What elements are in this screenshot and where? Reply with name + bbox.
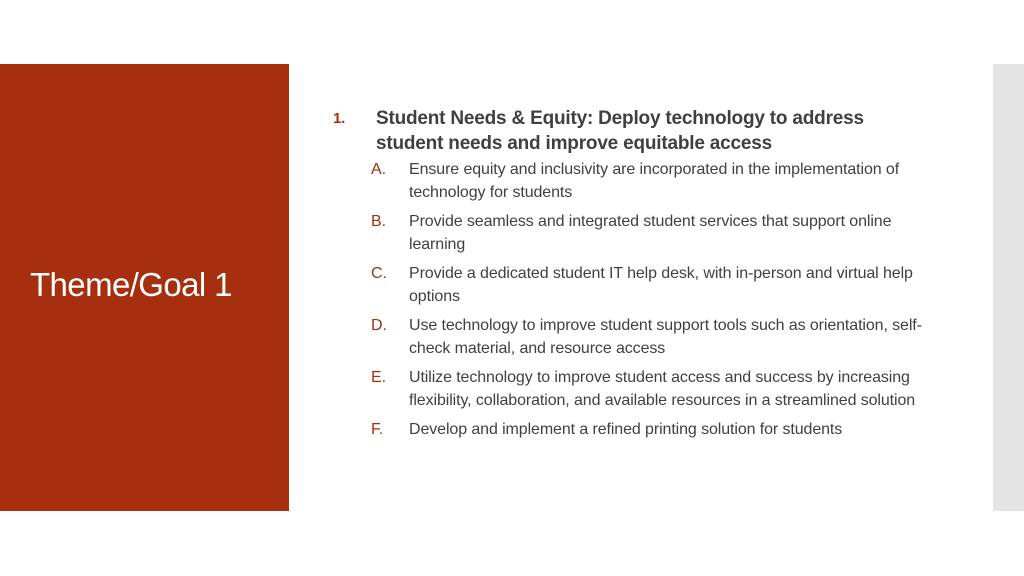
goal-number: 1. <box>333 110 346 127</box>
right-edge-strip <box>993 64 1024 511</box>
list-item <box>333 418 923 441</box>
content-area <box>333 106 923 447</box>
list-item-letter: E. <box>371 369 386 386</box>
list-item-letter: C. <box>371 265 387 282</box>
list-item-text: Provide seamless and integrated student services that support online learning <box>409 213 892 253</box>
list-item <box>333 210 923 256</box>
list-item <box>333 366 923 412</box>
goal-item-list <box>333 158 923 441</box>
list-item-text: Develop and implement a refined printing solution for students <box>409 421 843 438</box>
list-item-text: Utilize technology to improve student access and success by increasing flexibility, collaboration, and available resources in a streamlined solution <box>409 369 916 409</box>
list-item-letter: A. <box>371 161 386 178</box>
slide-title: Theme/Goal 1 <box>30 266 232 303</box>
list-item-text: Ensure equity and inclusivity are incorporated in the implementation of technology for students <box>409 161 900 201</box>
list-item-letter: D. <box>371 317 387 334</box>
list-item-text: Use technology to improve student support tools such as orientation, self-check material, and resource access <box>409 317 922 357</box>
list-item-text: Provide a dedicated student IT help desk, with in-person and virtual help options <box>409 265 913 305</box>
goal-heading <box>333 106 923 156</box>
list-item-letter: F. <box>371 421 384 438</box>
list-item-letter: B. <box>371 213 386 230</box>
list-item <box>333 158 923 204</box>
goal-heading-text: Student Needs & Equity: Deploy technology to address student needs and improve equitable access <box>376 108 864 154</box>
list-item <box>333 262 923 308</box>
list-item <box>333 314 923 360</box>
